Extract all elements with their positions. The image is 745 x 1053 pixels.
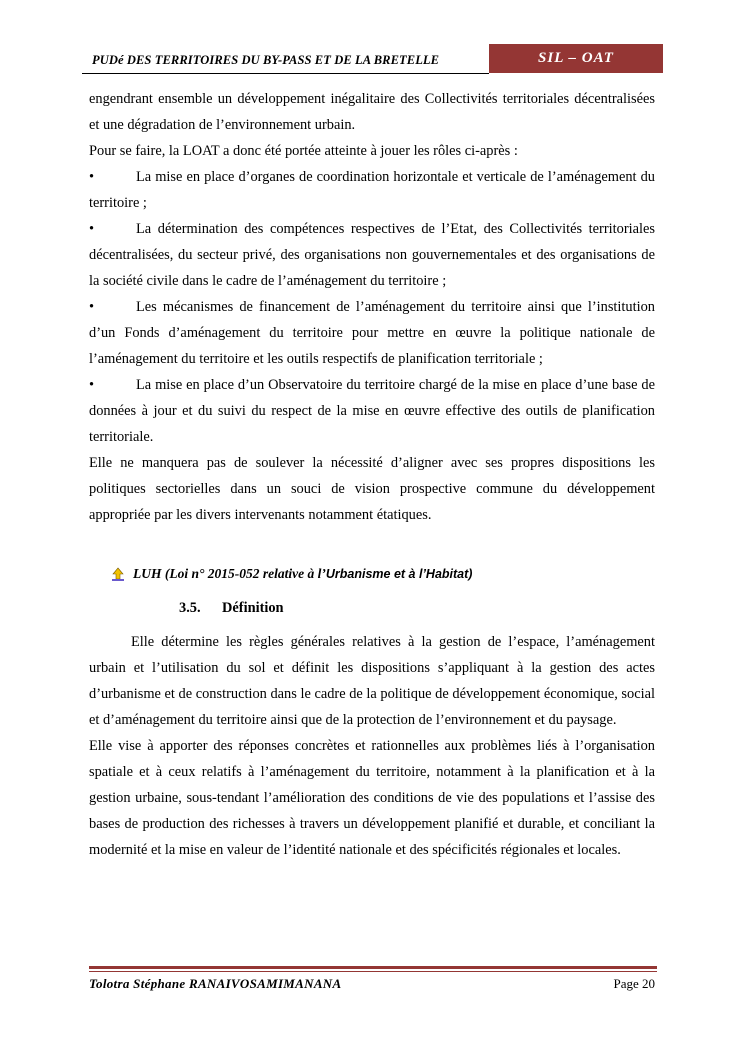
section-title: Définition: [222, 600, 284, 616]
bullet-char: •: [89, 221, 95, 237]
page-header: [82, 44, 663, 74]
paragraph-4: Elle détermine les règles générales relatives à la gestion de l’espace, l’aménagement urbain et l’utilisation du sol et définit les dispositions s’appliquant à la gestion des actes d’urbanisme et de construction dans le cadre de la politique de développement économique, social et d’aménagement du territoire ainsi que de la protection de l’environnement et du paysage.: [89, 634, 655, 728]
bullet-text: La mise en place d’organes de coordination horizontale et verticale de l’aménagement du territoire ;: [89, 169, 655, 211]
page-number: Page 20: [613, 976, 655, 991]
bullet-item: [89, 164, 655, 216]
footer-rule-thin: [89, 971, 657, 972]
paragraph-5: Elle vise à apporter des réponses concrètes et rationnelles aux problèmes liés à l’organisation spatiale et à ceux relatifs à l’aménagement du territoire, notamment à la planification et à la gestion urbaine, sous-tendant l’amélioration des conditions de vie des populations et l’assise des bases de production des richesses à travers un développement planifié et durable, et conciliant la modernité et la mise en valeur de l’identité nationale et des spécificités régionales et locales.: [89, 738, 655, 858]
bullet-text: La détermination des compétences respectives de l’Etat, des Collectivités territoriales décentralisées, du secteur privé, des organisations non gouvernementales et des organisations de la société civile dans le cadre de l’aménagement du territoire ;: [89, 221, 655, 289]
bullet-item: [89, 216, 655, 294]
section-heading: [179, 595, 655, 621]
document-body: [89, 86, 655, 863]
luh-heading-text: [133, 561, 472, 587]
bullet-text: Les mécanismes de financement de l’aménagement du territoire ainsi que l’institution d’un Fonds d’aménagement du territoire pour mettre en œuvre la politique nationale de l’aménagement du territoire et les outils respectifs de planification territoriale ;: [89, 299, 655, 367]
footer-author: Tolotra Stéphane RANAIVOSAMIMANANA: [89, 976, 342, 991]
paragraph-1: engendrant ensemble un développement inégalitaire des Collectivités territoriales décentralisées et une dégradation de l’environnement urbain.: [89, 91, 655, 133]
header-title: PUDé DES TERRITOIRES DU BY-PASS ET DE LA BRETELLE: [92, 53, 440, 67]
bullet-item: [89, 294, 655, 372]
luh-heading: [111, 561, 655, 587]
luh-heading-prefix: LUH (Loi n° 2015-052 relative à l’: [133, 566, 326, 581]
bullet-item: [89, 372, 655, 450]
page-footer: [89, 966, 657, 992]
paragraph-2: Pour se faire, la LOAT a donc été portée atteinte à jouer les rôles ci-après :: [89, 143, 518, 159]
header-badge: SIL – OAT: [489, 44, 663, 73]
bullet-text: La mise en place d’un Observatoire du territoire chargé de la mise en place d’une base de données à jour et du suivi du respect de la mise en œuvre effective des outils de planification territoriale.: [89, 377, 655, 445]
bullet-char: •: [89, 169, 95, 185]
luh-heading-suffix: Urbanisme et à l’Habitat): [325, 567, 473, 581]
header-rule: [82, 73, 489, 74]
bullet-char: •: [89, 377, 95, 393]
paragraph-3: Elle ne manquera pas de soulever la nécessité d’aligner avec ses propres dispositions les politiques sectorielles dans un souci de vision prospective commune du développement appropriée par les divers intervenants notamment étatiques.: [89, 455, 655, 523]
bullet-char: •: [89, 299, 95, 315]
bullet-arrow-icon: [111, 567, 125, 581]
footer-rule: [89, 966, 657, 969]
section-number: 3.5.: [179, 600, 201, 616]
